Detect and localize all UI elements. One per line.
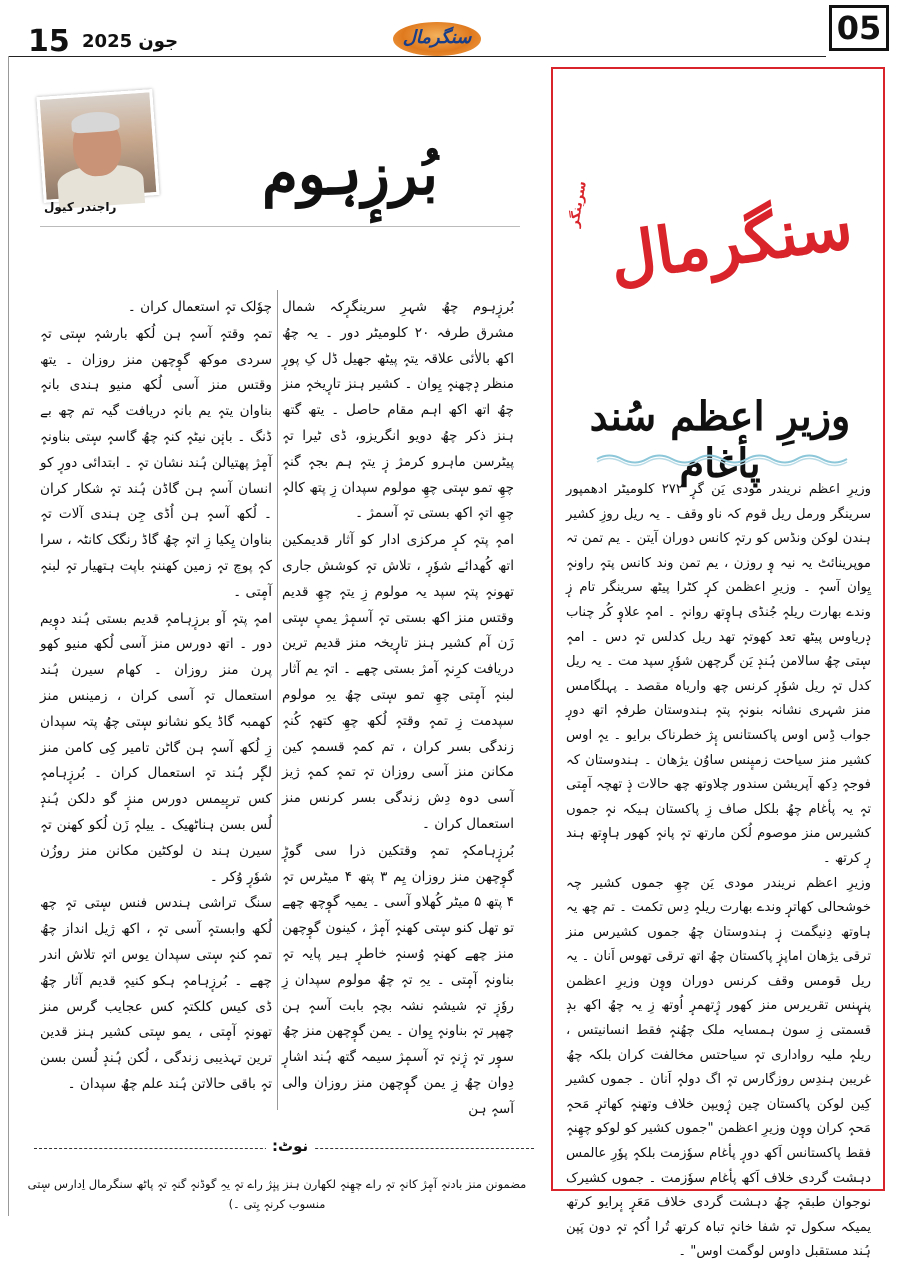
editorial-text bbox=[566, 478, 871, 1178]
issue-date bbox=[28, 24, 178, 59]
editorial-logo: سنگرمال bbox=[592, 187, 870, 299]
masthead-logo bbox=[393, 22, 481, 56]
paragraph: وزیرِ اعظم نریندر مودی یَن چھِ جموں کشیر چہ خوشحالی کھاترٕ وندے بھارت ریلہٕ دِس تکمت ۔ تم چھ یہ ہاوتھ دِنیگمت زٕ ہندوستان چھُ جموں کشیرس منز ترقی یژھان اماپزٕ پاکستان چھُ اتھ ترقی تھوس اَنان ۔ یہ ریل قومس وقف کرنس دوران ووٕن وزیرِ اعظمن پنہٕنس تقریرس منز کھور ژٕتھمرٕ اُوتھ زِ یہ چھُ اکھ بدٕ قسمتی زِ سون ہمسایہ ملک چھُنہٕ فقط انسانیتس ، ریلہٕ ملیہ رواداری تہٕ سیاحتس مخالفت کران بلکہ چھُ غریبن ہندِس روزگارس تہٕ اگ دولہٕ اَنان ۔ جموں کشیر کِین لوکن پاکستان چین ژٕویپن خلاف وتھنہٕ کھاترٕ مَحہٕ مَحہٕ کران ووٕن وزیرِ اعظمن "جموں کشیر کو لوکو چھِنہٕ فقط پاکستانس اَکھ دورٕ پأغام سوٗزمت بلکہٕ پوٗرِ عالمس دہشت گردی خلاف اَکھ پأغام سوٗزمت ۔ جموں کشیرک نوجوان طبقہٕ چھُ دہشت گردی خلاف مَعَرٕ بٕرایو کرتھ یمیکہ سکول تہٕ شفا خانہٕ تباہ کرتھ تُرا اُکہٕ تہٕ دون پَپن ہُند مستقبل داوس لوگمت اوس" ۔ bbox=[566, 872, 871, 1265]
date-day: 15 bbox=[28, 24, 70, 59]
column-title: بُرزٕہوم bbox=[250, 140, 450, 208]
date-year: 2025 bbox=[82, 31, 132, 52]
paragraph: تمہٕ وقتہٕ آسہٕ ہن لُکھ بارشہٕ سٕتی تہٕ سردی موکھ گوٕچھن منز روزان ۔ یتھ وقتس منز آسی لُکھ منیو ہندی بانہٕ بناوان یتہٕ یم بانہٕ دریافت گیہ تم چھ بے ڈنگ ۔ بانٕن نیٹہٕ کنہٕ چھُ گاسہٕ سٕتی بناونہٕ آمٕژ پھتیالن ہُند نشان تہٕ ۔ ابتدائی دورٕ کو انسان آسہٕ ہن گاڈن ہُند تہٕ شکار کران ۔ لُکھ آسہٕ ہن اُڈی جِن ہندی آلات تہٕ بناوان یِکیا زِ اتہٕ چھُ گاڈ رنگک کانٹہ ، سرا کہٕ پوچ تہٕ زمین کھننہٕ باپت ہتھیار تہٕ لبنہٕ آمٕتی ۔ bbox=[40, 322, 272, 606]
paragraph: امہٕ پتہٕ کرٕ مرکزی ادار کو آثار قدیمکین اتھ کُھدائے شوٗرٕ ، تلاش تہٕ کوشش جاری تھونہٕ پتہٕ سپد یہ مولوم زِ یتہٕ چھِ قدیم وقتس منز اکھ بستی تہٕ آسمٕژ یمیٕ سٕتی زَن آم کشیر ہنز تارٕیخہ منز قدیم ترین دریافت کرِنہٕ آمژ بستی چھے ۔ اتہٕ یم آثار لبنہٕ آمٕتی چھِ تمو سٕتی چھُ یہِ مولوم سپدمت زِ تمہٕ وقتہٕ لُکھ چھِ کتھہٕ کُنہٕ زندگی بسر کران ، تم کمہٕ قسمہٕ کین مکانن منز آسی روزان تہٕ تمہٕ کمہٕ ژیز آسی دوہ دِش زندگی بسر کرنس منز استعمال کران ۔ bbox=[282, 528, 514, 838]
paragraph: امہٕ پتہٕ آو برزٕہامہٕ قدیم بستی ہُند دوٕیم دور ۔ اتھ دورس منز آسی لُکھ منیو کھو پرن منز روزان ۔ کھام سیرن ہُند استعمال تہٕ آسی کران ، زمینس منز کھمبہ گاڈ یکو نشانو سٕتی چھُ پتہ سپدان زِ لُکھ آسہٕ ہن گاٹن تامیر کِی کامن منز لگٕر ہُند تہٕ استعمال کران ۔ بُرزٕہامہٕ کس تریٕیمس دورس منزٕ گو دلکن ہُندٕ لُس بسن ہناٹھیک ۔ ییلہٕ زَن لُکو کھنن تہٕ سیرن ہند ن لوکٹین مکانن منز روزُن شوٗرٕ وُکر ۔ bbox=[40, 607, 272, 891]
left-border bbox=[8, 56, 9, 1216]
note-label: نوٹ: bbox=[266, 1137, 314, 1155]
column-text-left bbox=[40, 295, 272, 1115]
page-number: 05 bbox=[829, 5, 889, 51]
paragraph: سنگ تراشی ہندس فنس سٕتی تہٕ چھ لُکھ وابستہٕ آسی تہٕ ، اکھ ژیل انداز چھُ تمہٕ کنہٕ سٕتی سپدان یوس اتہٕ تلاش اندر چھے ۔ بُرزٕہامہٕ ہکو کنیہٕ قدیم آثار چھُ ڈی کیس کلکتہٕ کس عجایب گرس منز تھونہٕ آمٕتی ، یمو سٕتی کشیر ہنز قدین ترین تہذیبی زندگی ، لُکن ہُندٕ لُسن بسن تہٕ باقی حالاتن ہُند علم چھُ سپدان ۔ bbox=[40, 891, 272, 1097]
title-underline-ornament bbox=[597, 452, 847, 466]
paragraph: بُرزٕہامکہٕ تمہٕ وقتکین ذرا سی گوڑٕ گوٕچھن منز روزان یِم ۳ پتھ ۴ میٹرس تہٕ ۴ پتھ ۵ میٹر کُھلاو آسی ۔ یمیہ گوٕچھ چھے تو تھل کنو سٕتی کھنہٕ آمٕژ ، کینون گوٕچھن منز چھے کھنہٕ وُسنہٕ خاطرٕ ہیر پایہ تہٕ بناونہٕ آمٕتی ۔ یہِ تہٕ چھُ مولوم سپدان زِ روٗزٕ تہٕ شیشہٕ نشہ بچہٕ بابت آسہٕ ہن چھپر تہٕ بناونہٕ یِوان ۔ یمن گوٕچھن منز چھُ سوٕر تہٕ ژٕنہٕ تہٕ آسمٕژ سیمہ گتھ ہُند اشارٕ دِوان چھُ زِ یمن گوٕچھن منز روزان والی آسہٕ ہن bbox=[282, 839, 514, 1123]
title-rule bbox=[40, 226, 520, 227]
author-photo bbox=[36, 89, 159, 203]
paragraph: بُرزٕہوم چھُ شہرِ سرینگرٕکہ شمال مشرق طرفہ ۲۰ کلومیٹر دور ۔ یہ چھُ اکھ بالاٰئی علاقہ یتہٕ پیٹھ جھیل ڈل کِ پورٕ منظر دٕچھنہٕ یِوان ۔ کشیر ہنز تارٕیخہٕ منز چھُ اتھ اکھ اہم مقام حاصل ۔ یتھ گتھ ہنز ذکر چھُ دویو انگریزو، ڈی ٹیرا تہٕ پیٹرسن ماہرو کرمژ زٕ یتہٕ ہم بجہٕ گنہٕ چھِ تمو سٕتی چھِ مولوم سپدان زِ پتھ کالہٕ چھِ اتہٕ اکھ بستی تہٕ آسمژ ۔ bbox=[282, 295, 514, 527]
column-divider bbox=[277, 290, 278, 1110]
author-name: راجندر کیول bbox=[44, 200, 116, 214]
editorial-title: وزیرِ اعظم سُند پأغام bbox=[585, 393, 855, 487]
column-text-right bbox=[282, 295, 514, 1125]
editorial-logo-sub: سرینگر bbox=[567, 180, 590, 229]
date-month: جون bbox=[138, 31, 178, 52]
header-rule bbox=[8, 56, 826, 57]
paragraph: وزیرِ اعظم نریندر مودی یَن گرٕ ۲۷۲ کلومیٹر ادھمپور سرینگر ورمل ریل قوم کہ ناو وقف ۔ یہ ریل روزِ کشیر ہندن لوکن ونڈس کو رتہٕ کانس دوران آیتن ۔ یم تمن تہ موپرینائٹ یہ نیہ وٕ روزن ، یم تمن وند کانس پتہٕ راونہٕ یِوان آسہٕ ۔ وزیرِ اعظمن کرٕ کٹرا پیٹھ سرینگر تام زٕ وندے بھارت ریلہٕ جُنڈی ہاوٕتھ روانہٕ ۔ امہٕ علاوٕ کُر چناب دٕریاوس پیٹھ تعد کھوتہٕ تھد ریل کدلس تہٕ دس ۔ امہٕ سٕتی چھُ سالامن ہُندٕ یَن گرچھن شوٗرٕ سپد مت ۔ یہ ریل کدل تہٕ ریل شوٗرٕ کرنس چھ واریاہ مقصد ۔ پہلگامس منز شہری نشانہ بنونہٕ پتہٕ ہندوستان طرفہٕ اتھ دورٕ جواب ڈِس اوس پاکستانس پٕژ خطرناک برایو ۔ یہٕ اوس کشیر منز سیاحت زمیٕنس ساوُن یژھان ۔ ہندوستان کہ فوجہٕ دِکھ آپریشن سندور چلاوتھ چھ حالات ذٕ تھچہ آمٕتی تہٕ یہ پأغام چھُ بلکل صاف زِ پاکستان ہیکہ نہٕ جموں کشیرس منز موصوم لُکن مارتھ تہٕ پانہٕ کھور ہاوٕتھ ہند رٕ کرتھ ۔ bbox=[566, 478, 871, 872]
note-text: مضمونن منز بادنہٕ آمٕژ کانہٕ تہٕ راے چھِنہٕ لکھارن ہنز پنٕژ راے تہٕ یہِ گوڈنہٕ گنہٕ تہٕ پاٹھ سنگرمال اِدارس سٕتی منسوب کرنہٕ یِتی ۔) bbox=[18, 1174, 536, 1214]
masthead-logo-text: سنگرمال bbox=[393, 27, 481, 48]
paragraph: چوٗلک تہٕ استعمال کران ۔ bbox=[40, 295, 272, 321]
